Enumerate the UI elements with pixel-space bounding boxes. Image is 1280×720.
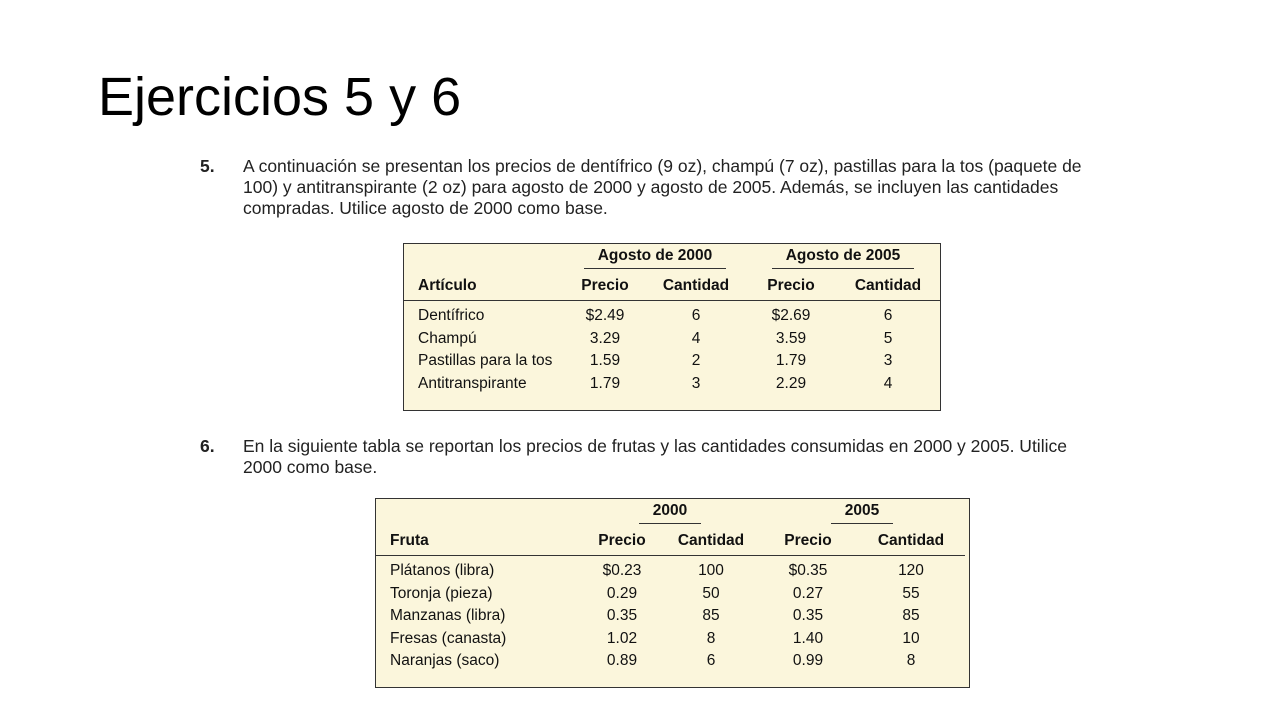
table-cell: 1.79 bbox=[775, 352, 807, 370]
table-cell: $2.49 bbox=[585, 307, 625, 325]
table-cell: 2.29 bbox=[775, 374, 807, 392]
column-header: Cantidad bbox=[836, 272, 940, 301]
table-cell: Pastillas para la tos bbox=[418, 352, 553, 370]
table-cell: $0.35 bbox=[788, 562, 828, 580]
table-cell: 10 bbox=[902, 629, 920, 647]
table-row bbox=[376, 605, 965, 628]
table-cell: 3.29 bbox=[589, 329, 621, 347]
exercise-number: 5. bbox=[200, 156, 215, 176]
table-cell: Fresas (canasta) bbox=[390, 629, 507, 647]
table-cell: 1.59 bbox=[589, 352, 621, 370]
exercise-text: En la siguiente tabla se reportan los precios de frutas y las cantidades consumidas en 2000 y 2005. Utilice 2000 como base. bbox=[243, 436, 1067, 477]
table-cell: 100 bbox=[698, 562, 724, 580]
table-cell: Plátanos (libra) bbox=[390, 562, 495, 580]
column-header: Precio bbox=[759, 527, 857, 556]
table-cell: 2 bbox=[691, 352, 701, 370]
table-cell: 85 bbox=[702, 607, 720, 625]
table-row bbox=[376, 650, 965, 673]
exercise-5 bbox=[200, 156, 1100, 222]
table-cell: Toronja (pieza) bbox=[390, 584, 493, 602]
column-header: Cantidad bbox=[857, 527, 965, 556]
table-row bbox=[376, 556, 965, 583]
column-header: Cantidad bbox=[646, 272, 746, 301]
group-header: Agosto de 2005 bbox=[746, 244, 940, 272]
exercise-number: 6. bbox=[200, 436, 215, 456]
exercise-text: A continuación se presentan los precios de dentífrico (9 oz), champú (7 oz), pastillas para la tos (paquete de 100) y antitranspirante (2 oz) para agosto de 2000 y agosto de 2005. Además, se incluyen las cantidades compradas. Utilice agosto de 2000 como base. bbox=[243, 156, 1082, 218]
table-cell: $0.23 bbox=[602, 562, 642, 580]
table-row bbox=[376, 628, 965, 651]
table-cell: 5 bbox=[883, 329, 893, 347]
table-cell: 4 bbox=[691, 329, 701, 347]
table-fruit-prices bbox=[375, 498, 970, 688]
table-prices-2000-2005 bbox=[403, 243, 941, 411]
table-cell: 6 bbox=[691, 307, 701, 325]
table-cell: $2.69 bbox=[771, 307, 811, 325]
table-cell: 0.27 bbox=[792, 584, 824, 602]
table-cell: 50 bbox=[702, 584, 720, 602]
table-row bbox=[404, 350, 940, 373]
table-cell: 6 bbox=[883, 307, 893, 325]
group-header: Agosto de 2000 bbox=[564, 244, 746, 272]
slide-title: Ejercicios 5 y 6 bbox=[98, 67, 462, 127]
table-cell: 1.02 bbox=[606, 629, 638, 647]
column-header: Artículo bbox=[404, 272, 564, 301]
data-table bbox=[404, 244, 940, 395]
table-cell: 3 bbox=[691, 374, 701, 392]
table-cell: 6 bbox=[706, 652, 716, 670]
table-cell: 120 bbox=[898, 562, 924, 580]
table-cell: 3.59 bbox=[775, 329, 807, 347]
table-row bbox=[404, 373, 940, 396]
table-cell: 8 bbox=[906, 652, 916, 670]
table-row bbox=[376, 583, 965, 606]
column-header: Cantidad bbox=[663, 527, 759, 556]
column-header: Fruta bbox=[376, 527, 581, 556]
table-cell: Manzanas (libra) bbox=[390, 607, 506, 625]
table-cell: Naranjas (saco) bbox=[390, 652, 500, 670]
table-cell: 1.79 bbox=[589, 374, 621, 392]
table-cell: Champú bbox=[418, 329, 477, 347]
exercise-6 bbox=[200, 436, 1100, 480]
group-header: 2005 bbox=[759, 499, 965, 527]
group-header: 2000 bbox=[581, 499, 759, 527]
table-cell: 4 bbox=[883, 374, 893, 392]
table-row bbox=[404, 328, 940, 351]
data-table bbox=[376, 499, 965, 673]
table-cell: 0.29 bbox=[606, 584, 638, 602]
table-cell: 3 bbox=[883, 352, 893, 370]
table-cell: 1.40 bbox=[792, 629, 824, 647]
table-cell: Antitranspirante bbox=[418, 374, 527, 392]
column-header: Precio bbox=[564, 272, 646, 301]
table-cell: 0.35 bbox=[792, 607, 824, 625]
column-header: Precio bbox=[746, 272, 836, 301]
column-header: Precio bbox=[581, 527, 663, 556]
table-cell: 55 bbox=[902, 584, 920, 602]
table-cell: 0.89 bbox=[606, 652, 638, 670]
table-cell: 0.99 bbox=[792, 652, 824, 670]
table-cell: 8 bbox=[706, 629, 716, 647]
table-cell: Dentífrico bbox=[418, 307, 485, 325]
table-cell: 85 bbox=[902, 607, 920, 625]
table-row bbox=[404, 301, 940, 328]
table-cell: 0.35 bbox=[606, 607, 638, 625]
